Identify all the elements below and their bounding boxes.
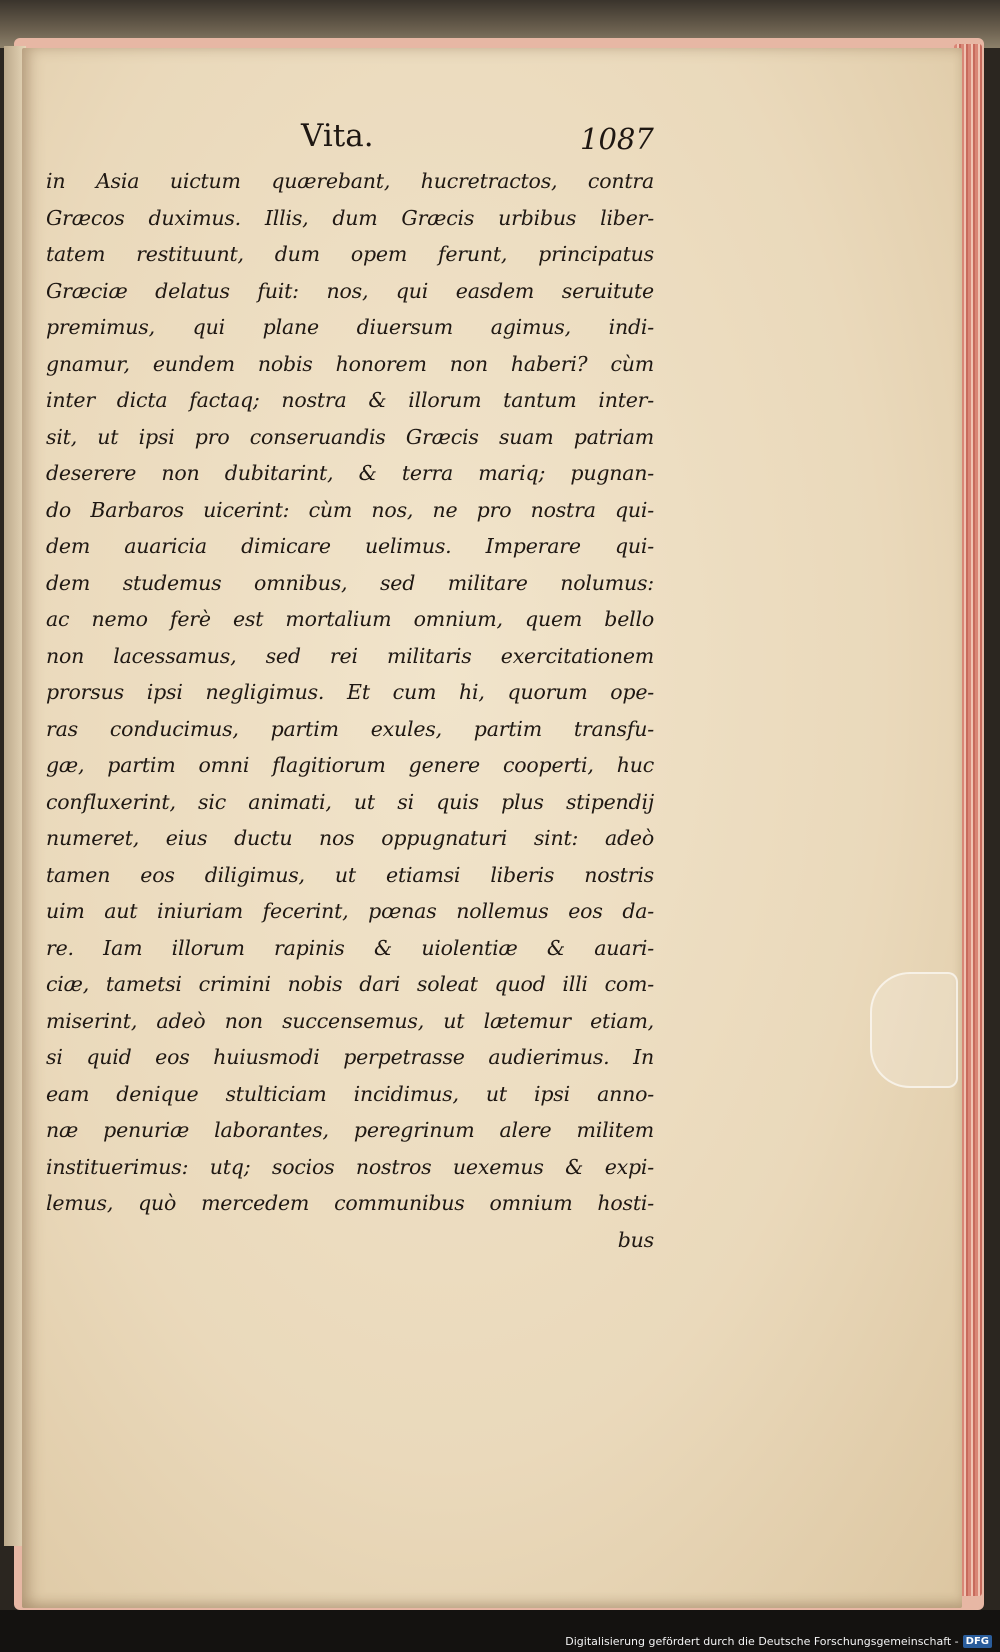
running-title: Vita. bbox=[301, 118, 374, 154]
text-line: inter dicta factaq; nostra & illorum tantum inter- bbox=[46, 388, 654, 412]
text-line: miserint, adeò non succensemus, ut lætemur etiam, bbox=[46, 1008, 654, 1033]
text-line: Græciæ delatus fuit: nos, qui easdem seruitute bbox=[46, 278, 654, 303]
digitization-credit bbox=[565, 1635, 992, 1648]
dfg-logo: DFG bbox=[963, 1635, 992, 1648]
text-line: eam denique stulticiam incidimus, ut ipsi anno- bbox=[46, 1081, 654, 1106]
page-body-text bbox=[46, 163, 654, 1258]
text-line: re. Iam illorum rapinis & uiolentiæ & auari- bbox=[46, 935, 654, 960]
text-line: uim aut iniuriam fecerint, pœnas nollemus eos da- bbox=[46, 899, 654, 923]
text-line: do Barbaros uicerint: cùm nos, ne pro nostra qui- bbox=[46, 497, 654, 522]
text-line: si quid eos huiusmodi perpetrasse audierimus. In bbox=[46, 1045, 654, 1069]
page-number: 1087 bbox=[580, 122, 654, 156]
text-line: ac nemo ferè est mortalium omnium, quem bello bbox=[46, 607, 654, 631]
text-line: deserere non dubitarint, & terra mariq; pugnan- bbox=[46, 461, 654, 485]
credit-text: Digitalisierung gefördert durch die Deutsche Forschungsgemeinschaft - bbox=[565, 1635, 959, 1648]
text-line: numeret, eius ductu nos oppugnaturi sint: adeò bbox=[46, 826, 654, 850]
text-line: gæ, partim omni flagitiorum genere cooperti, huc bbox=[46, 753, 654, 777]
text-line: dem auaricia dimicare uelimus. Imperare qui- bbox=[46, 534, 654, 558]
text-line: lemus, quò mercedem communibus omnium hosti- bbox=[46, 1191, 654, 1215]
catchword: bus bbox=[617, 1227, 654, 1252]
text-line: tamen eos diligimus, ut etiamsi liberis nostris bbox=[46, 862, 654, 887]
text-line: næ penuriæ laborantes, peregrinum alere militem bbox=[46, 1118, 654, 1142]
text-line: Græcos duximus. Illis, dum Græcis urbibus liber- bbox=[46, 205, 654, 230]
text-line: prorsus ipsi negligimus. Et cum hi, quorum ope- bbox=[46, 680, 654, 704]
page-clip bbox=[870, 972, 958, 1088]
text-line: ciæ, tametsi crimini nobis dari soleat quod illi com- bbox=[46, 972, 654, 996]
text-line: in Asia uictum quærebant, hucretractos, contra bbox=[46, 169, 654, 193]
text-line: confluxerint, sic animati, ut si quis plus stipendij bbox=[46, 789, 654, 814]
text-line: instituerimus: utq; socios nostros uexemus & expi- bbox=[46, 1154, 654, 1179]
text-line: tatem restituunt, dum opem ferunt, principatus bbox=[46, 242, 654, 266]
text-line: ras conducimus, partim exules, partim transfu- bbox=[46, 716, 654, 741]
text-line: non lacessamus, sed rei militaris exercitationem bbox=[46, 643, 654, 668]
text-line: dem studemus omnibus, sed militare nolumus: bbox=[46, 570, 654, 595]
text-line: premimus, qui plane diuersum agimus, indi- bbox=[46, 315, 654, 339]
text-line: sit, ut ipsi pro conseruandis Græcis suam patriam bbox=[46, 424, 654, 449]
text-line: gnamur, eundem nobis honorem non haberi? cùm bbox=[46, 351, 654, 376]
